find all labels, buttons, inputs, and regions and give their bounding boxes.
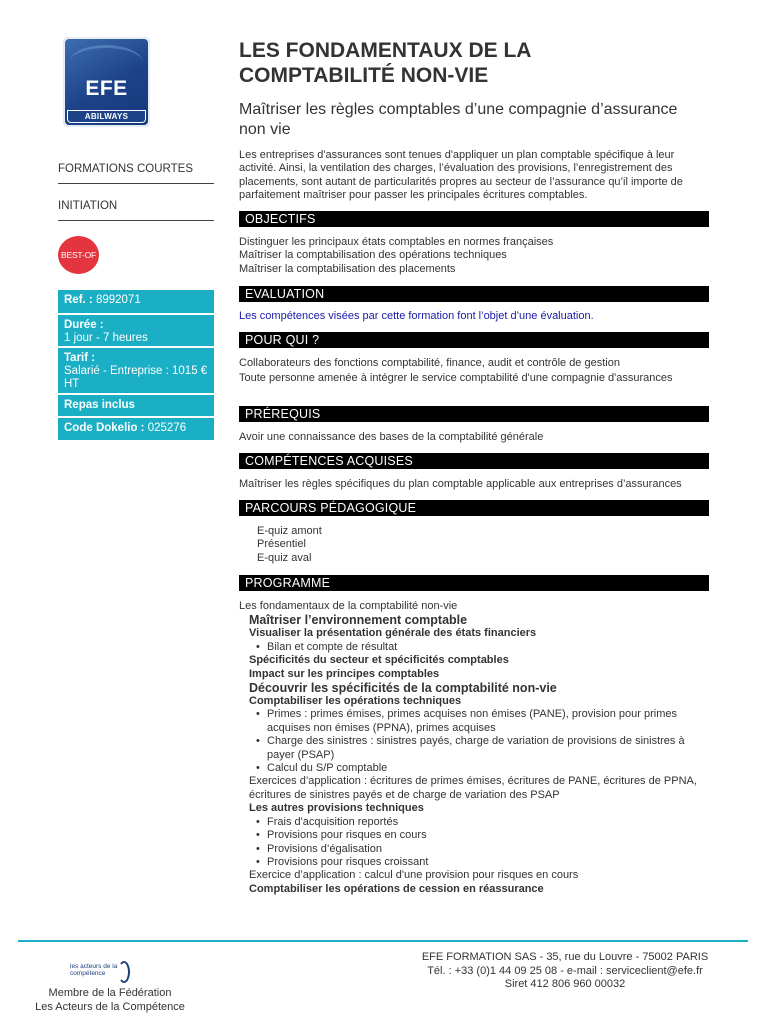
- programme-bullet: • Charge des sinistres : sinistres payés, charge de variation de provisions de sinistres à payer (PSAP): [267, 735, 711, 762]
- federation-swirl-icon: [118, 961, 130, 983]
- programme-bullets: [239, 708, 711, 775]
- objectif-item: Maîtriser la comptabilisation des placements: [239, 262, 456, 275]
- prerequis-text: Avoir une connaissance des bases de la comptabilité générale: [239, 431, 544, 443]
- programme-bullet: • Provisions pour risques en cours: [267, 829, 711, 842]
- parcours-item: Présentiel: [257, 538, 306, 551]
- duree-label: Durée :: [64, 319, 104, 331]
- best-of-badge: BEST-OF: [58, 236, 99, 274]
- tarif-box: [58, 348, 214, 393]
- company-contact: Tél. : +33 (0)1 44 09 25 08 - e-mail : serviceclient@efe.fr: [427, 964, 703, 977]
- programme-bullet: • Calcul du S/P comptable: [267, 762, 711, 775]
- programme-heading: Maîtriser l’environnement comptable: [249, 613, 468, 628]
- federation-logo-text: les acteurs de la compétence: [70, 963, 118, 977]
- dokelio-label: Code Dokelio :: [64, 422, 145, 434]
- section-parcours-header: PARCOURS PÉDAGOGIQUE: [239, 500, 709, 516]
- programme-bullet: • Bilan et compte de résultat: [267, 641, 711, 654]
- competences-text: Maîtriser les règles spécifiques du plan comptable applicable aux entreprises d’assurances: [239, 478, 682, 490]
- section-prerequis-header: PRÉREQUIS: [239, 406, 709, 422]
- parcours-item: E-quiz aval: [257, 551, 312, 564]
- section-competences-header: COMPÉTENCES ACQUISES: [239, 453, 709, 469]
- intro-text: Les entreprises d'assurances sont tenues d'appliquer un plan comptable spécifique à leur activité. Ainsi, la ventilation des charges, l’évaluation des provisions, l’enregistrement des placements, sont autant de particularités propres au secteur de l’assurance qu’il importe de parfaitement maîtriser pour passer les principales écritures comptables.: [239, 149, 683, 201]
- programme-subheading: Les autres provisions techniques: [249, 802, 424, 815]
- repas-label: Repas inclus: [64, 399, 135, 411]
- federation-line-2: Les Acteurs de la Compétence: [35, 1000, 185, 1013]
- logo-sub: ABILWAYS: [68, 111, 145, 122]
- efe-abilways-logo: [63, 37, 150, 127]
- category-formations-courtes: FORMATIONS COURTES: [58, 163, 214, 184]
- federation-line-1: Membre de la Fédération: [48, 987, 172, 999]
- tarif-value: Salarié - Entreprise : 1015 € HT: [64, 365, 208, 390]
- duree-box: [58, 315, 214, 346]
- duree-value: 1 jour - 7 heures: [64, 332, 148, 344]
- page-subtitle: Maîtriser les règles comptables d’une compagnie d’assurance non vie: [239, 101, 678, 138]
- section-pourqui-header: POUR QUI ?: [239, 332, 709, 348]
- programme-bullet: • Primes : primes émises, primes acquises non émises (PANE), provision pour primes acquises non émises (PPNA), primes acquises: [267, 708, 711, 735]
- objectifs-list: [239, 236, 711, 276]
- pourqui-list: [239, 356, 711, 386]
- repas-box: [58, 395, 214, 416]
- dokelio-box: [58, 418, 214, 440]
- category-initiation: INITIATION: [58, 200, 214, 221]
- dokelio-value: 025276: [147, 422, 187, 434]
- programme-text: Exercices d’application : écritures de primes émises, écritures de PANE, écritures de PPNA, écritures de sinistres payés et de charge de variation des PSAP: [249, 775, 697, 801]
- company-siret: Siret 412 806 960 00032: [504, 978, 626, 991]
- programme-bullet: • Provisions pour risques croissant: [267, 856, 711, 869]
- logo-brand: EFE: [85, 77, 128, 100]
- objectif-item: Maîtriser la comptabilisation des opérations techniques: [239, 249, 507, 262]
- programme-bullet: • Provisions d’égalisation: [267, 843, 711, 856]
- programme-content: [239, 600, 711, 896]
- programme-subheading: Comptabiliser les opérations techniques: [249, 695, 462, 708]
- parcours-list: [257, 525, 557, 565]
- section-programme-header: PROGRAMME: [239, 575, 709, 591]
- ref-box: [58, 290, 214, 313]
- company-address: EFE FORMATION SAS - 35, rue du Louvre - 75002 PARIS: [421, 951, 709, 963]
- programme-heading: Découvrir les spécificités de la comptabilité non-vie: [249, 681, 557, 696]
- page-title: LES FONDAMENTAUX DE LA COMPTABILITÉ NON-VIE: [239, 39, 531, 87]
- ref-value: 8992071: [95, 294, 141, 306]
- programme-bullets: [239, 641, 711, 654]
- tarif-label: Tarif :: [64, 352, 96, 364]
- evaluation-text: Les compétences visées par cette formation font l’objet d’une évaluation.: [239, 310, 594, 322]
- federation-logo: [70, 960, 132, 984]
- programme-bullet: • Frais d'acquisition reportés: [267, 816, 711, 829]
- logo-band: [67, 110, 146, 123]
- section-objectifs-header: OBJECTIFS: [239, 211, 709, 227]
- section-evaluation-header: EVALUATION: [239, 286, 709, 302]
- programme-bullets: [239, 816, 711, 870]
- pourqui-item: Toute personne amenée à intégrer le service comptabilité d'une compagnie d'assurances: [239, 372, 673, 384]
- objectif-item: Distinguer les principaux états comptables en normes françaises: [239, 236, 554, 248]
- programme-subheading: Visualiser la présentation générale des états financiers: [249, 627, 537, 640]
- company-info: [390, 951, 740, 992]
- parcours-item: E-quiz amont: [257, 525, 322, 537]
- programme-text: Exercice d’application : calcul d'une provision pour risques en cours: [249, 869, 579, 882]
- pourqui-item: Collaborateurs des fonctions comptabilité, finance, audit et contrôle de gestion: [239, 357, 620, 369]
- programme-subheading: Spécificités du secteur et spécificités comptables: [249, 654, 509, 667]
- programme-subheading: Comptabiliser les opérations de cession en réassurance: [249, 882, 544, 895]
- ref-label: Ref. :: [64, 294, 93, 306]
- federation-caption: [10, 987, 210, 1014]
- logo-swoosh-icon: [69, 45, 143, 81]
- footer-divider: [18, 940, 748, 942]
- programme-subheading: Impact sur les principes comptables: [249, 667, 440, 680]
- programme-intro: Les fondamentaux de la comptabilité non-vie: [239, 600, 458, 612]
